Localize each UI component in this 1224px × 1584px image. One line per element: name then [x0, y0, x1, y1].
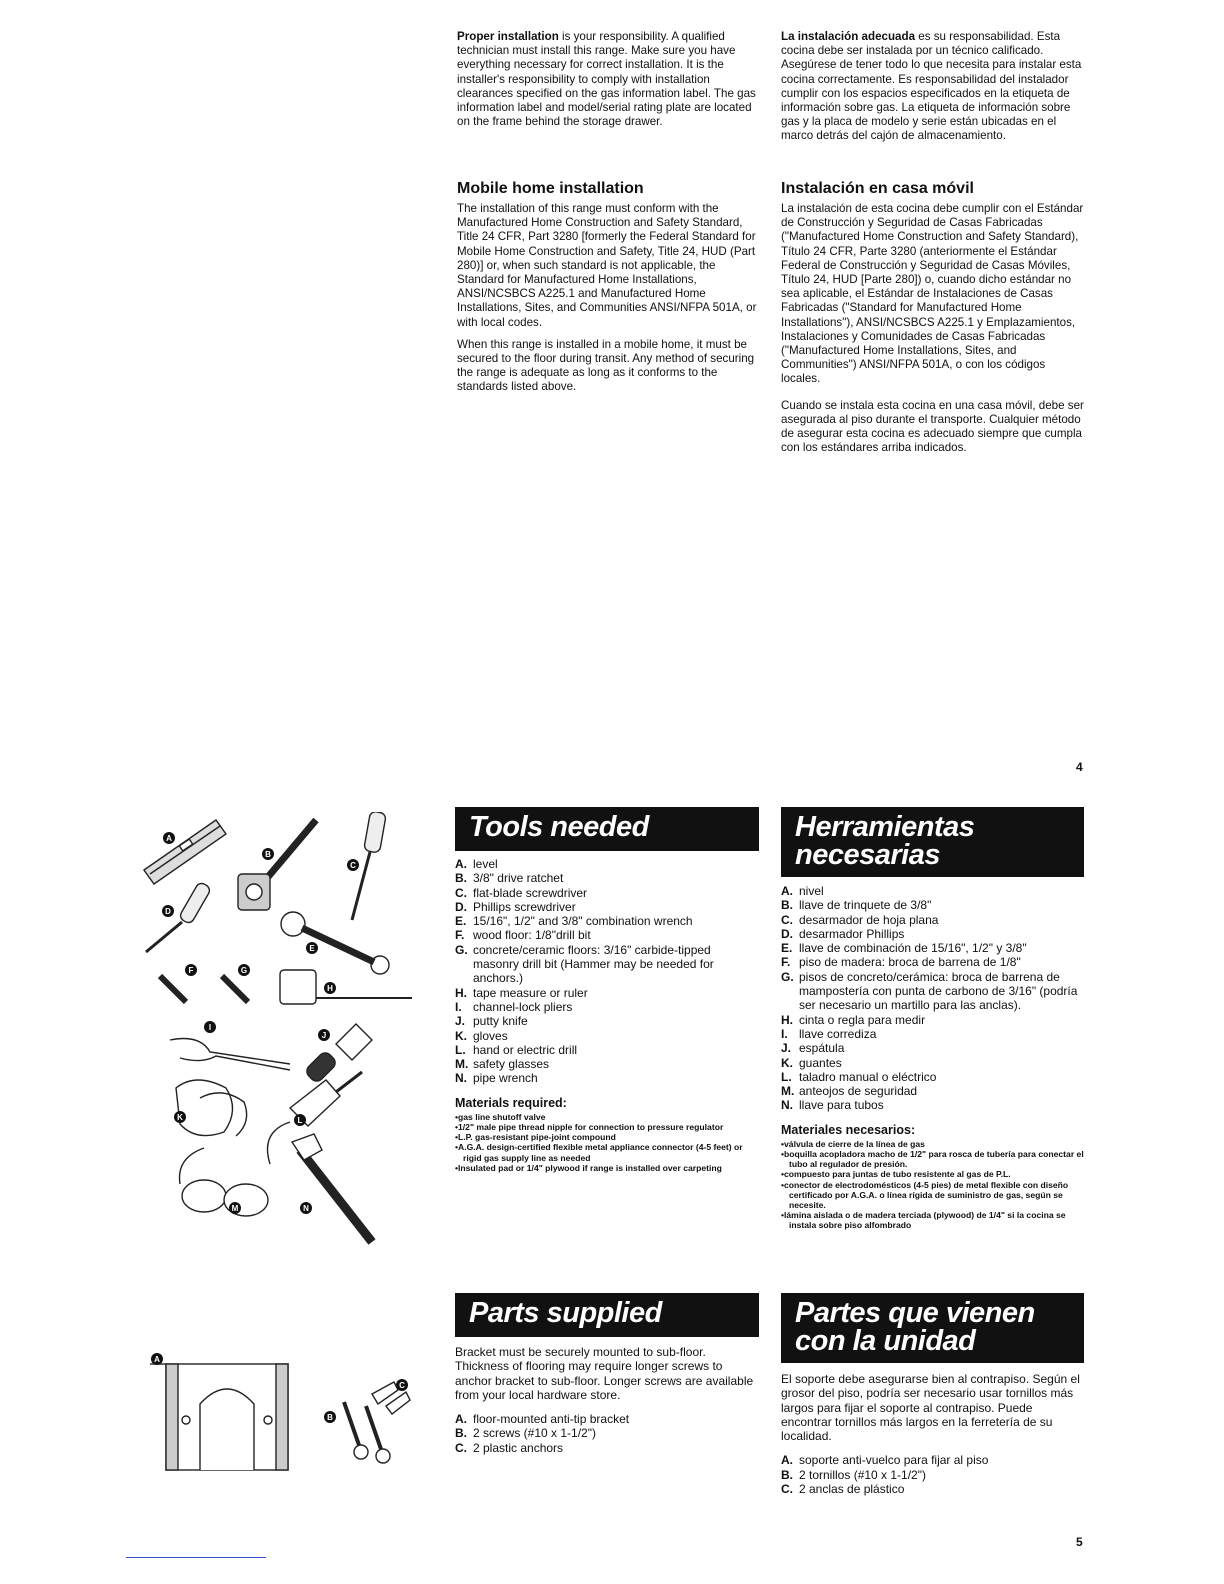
- mobile-en-heading: Mobile home installation: [457, 180, 644, 197]
- installation-en-section: [457, 30, 759, 137]
- list-item: C. flat-blade screwdriver: [455, 885, 588, 900]
- mobile-es-p2: Cuando se instala esta cocina en una casa móvil, debe ser asegurada al piso durante el transporte. Cualquier método de asegurar esta cocina es adecuado siempre que cumpla con los estándares arriba indicados.: [781, 398, 1084, 455]
- list-item: I. llave corrediza: [781, 1026, 877, 1041]
- pliers-icon: [170, 1039, 290, 1071]
- materials-en-heading: Materials required:: [455, 1095, 567, 1110]
- installation-en-lead: Proper installation: [457, 30, 559, 43]
- parts-en-section: [455, 1293, 759, 1455]
- list-item: C. desarmador de hoja plana: [781, 912, 939, 927]
- list-item: F. piso de madera: broca de barrena de 1/8": [781, 955, 1021, 970]
- list-item: • A.G.A. design-certified flexible metal appliance connector (4-5 feet) or rigid gas supply line as needed: [455, 1142, 759, 1162]
- mobile-es-section: [781, 179, 1086, 463]
- list-item: D. desarmador Phillips: [781, 926, 905, 941]
- list-item: N. llave para tubos: [781, 1098, 884, 1113]
- list-item: L. taladro manual o eléctrico: [781, 1069, 937, 1084]
- installation-en-paragraph: [457, 30, 759, 129]
- svg-text:N: N: [303, 1204, 309, 1213]
- tools-en-list: [455, 857, 759, 1086]
- list-item: A. floor-mounted anti-tip bracket: [455, 1412, 630, 1427]
- parts-es-section: [781, 1293, 1084, 1496]
- svg-text:H: H: [327, 984, 333, 993]
- level-icon: [144, 820, 226, 884]
- list-item: E. llave de combinación de 15/16", 1/2" y 3/8": [781, 941, 1027, 956]
- svg-text:A: A: [166, 834, 172, 843]
- list-item: M. anteojos de seguridad: [781, 1084, 918, 1099]
- list-item: C. 2 anclas de plástico: [781, 1482, 905, 1497]
- gloves-icon: [176, 1080, 247, 1136]
- list-item: H. tape measure or ruler: [455, 985, 588, 1000]
- installation-es-text: es su responsabilidad. Esta cocina debe ser instalada por un técnico calificado. Asegúrese de tener todo lo que necesita para instalar esta cocina correctamente. Es responsabilidad del instalador cumplir con los espacios especificados en la etiqueta de información sobre gas. La etiqueta de información sobre gas y la placa de modelo y serie están ubicadas en el marco detrás del cajón de almacenamiento.: [781, 30, 1082, 143]
- list-item: • gas line shutoff valve: [455, 1112, 759, 1122]
- parts-illustration: [148, 1352, 418, 1476]
- installation-es-lead: La instalación adecuada: [781, 30, 916, 43]
- tools-en-section: [455, 807, 759, 1173]
- list-item: • válvula de cierre de la línea de gas: [781, 1139, 1084, 1149]
- combination-wrench-icon: [281, 912, 389, 974]
- list-item: • L.P. gas-resistant pipe-joint compound: [455, 1132, 759, 1142]
- installation-en-text: is your responsibility. A qualified technician must install this range. Make sure you have everything necessary for correct installation. It is the installer's responsibility to comply with installation clearances specified on the gas information label. The gas information label and model/serial rating plate are located on the frame behind the storage drawer.: [457, 30, 756, 129]
- svg-text:C: C: [399, 1381, 405, 1390]
- list-item: A. nivel: [781, 884, 824, 898]
- materials-en-list: [455, 1112, 759, 1173]
- tools-en-title: Tools needed: [455, 807, 759, 851]
- list-item: K. gloves: [455, 1028, 508, 1043]
- installation-es-paragraph: [781, 30, 1086, 144]
- putty-knife-icon: [304, 1024, 372, 1084]
- list-item: F. wood floor: 1/8"drill bit: [455, 928, 591, 943]
- list-item: C. 2 plastic anchors: [455, 1440, 564, 1455]
- tape-measure-icon: [280, 970, 412, 1004]
- ratchet-icon: [238, 820, 316, 910]
- svg-text:C: C: [350, 861, 356, 870]
- tools-es-title: Herramientas necesarias: [781, 807, 1084, 877]
- installation-es-section: [781, 30, 1086, 152]
- mobile-en-section: [457, 179, 759, 403]
- list-item: • Insulated pad or 1/4" plywood if range is installed over carpeting: [455, 1163, 759, 1173]
- screw-icon: [344, 1402, 390, 1463]
- list-item: • conector de electrodomésticos (4-5 pies) de metal flexible con diseño certificado por A.G.A. o línea rígida de suministro de gas, según se necesite.: [781, 1180, 1084, 1211]
- list-item: J. espátula: [781, 1041, 845, 1056]
- safety-glasses-icon: [180, 1148, 269, 1216]
- tools-illustration: [140, 812, 440, 1252]
- list-item: J. putty knife: [455, 1014, 528, 1029]
- page-number-5: 5: [1076, 1535, 1083, 1549]
- mobile-en-p1: The installation of this range must conform with the Manufactured Home Construction and Safety Standard, Title 24 CFR, Part 3280 [formerly the Federal Standard for Mobile Home Construction and Safety, Title 24, HUD (Part 280)] or, when such standard is not applicable, the Standard for Manufactured Home Installations, ANSI/NCSBCS A225.1 and Manufactured Home Installations, Sites, and Communities ANSI/NFPA 501A, or with local codes.: [457, 202, 757, 329]
- list-item: I. channel-lock pliers: [455, 999, 573, 1014]
- mobile-en-p2: When this range is installed in a mobile home, it must be secured to the floor during transit. Any method of securing the range is adequate as long as it conforms to the standards listed above.: [457, 337, 755, 394]
- phillips-screwdriver-icon: [146, 881, 212, 952]
- drill-bit-icon: [160, 976, 248, 1002]
- materials-es-heading: Materiales necesarios:: [781, 1122, 916, 1137]
- parts-en-text: Bracket must be securely mounted to sub-floor. Thickness of flooring may require longer screws to anchor bracket to sub-floor. Longer screws are available from your local hardware store.: [455, 1345, 754, 1402]
- svg-text:I: I: [208, 1023, 212, 1032]
- list-item: M. safety glasses: [455, 1057, 550, 1072]
- list-item: A. soporte anti-vuelco para fijar al piso: [781, 1453, 989, 1468]
- parts-es-text: El soporte debe asegurarse bien al contrapiso. Según el grosor del piso, podría ser necesario usar tornillos más largos para fijar el soporte al contrapiso. Puede encontrar tornillos más largos en la ferretería de su localidad.: [781, 1372, 1080, 1444]
- footer-rule: [126, 1557, 266, 1558]
- list-item: G. concrete/ceramic floors: 3/16" carbide-tipped masonry drill bit (Hammer may be needed for anchors.): [455, 942, 714, 986]
- list-item: L. hand or electric drill: [455, 1042, 578, 1057]
- list-item: K. guantes: [781, 1055, 842, 1070]
- svg-text:J: J: [321, 1031, 327, 1040]
- list-item: B. 2 screws (#10 x 1-1/2"): [455, 1426, 596, 1441]
- list-item: G. pisos de concreto/cerámica: broca de barrena de mampostería con punta de carbono de 3/16" (podría ser necesario un martillo para las anclas).: [781, 969, 1078, 1013]
- list-item: A. level: [455, 857, 498, 871]
- list-item: B. llave de trinquete de 3/8": [781, 898, 932, 913]
- tools-es-list: [781, 884, 1084, 1113]
- list-item: D. Phillips screwdriver: [455, 899, 576, 914]
- svg-text:E: E: [309, 944, 315, 953]
- svg-text:M: M: [231, 1204, 239, 1213]
- parts-es-list: [781, 1453, 1084, 1496]
- list-item: • 1/2" male pipe thread nipple for connection to pressure regulator: [455, 1122, 759, 1132]
- page-number-4: 4: [1076, 760, 1083, 774]
- list-item: E. 15/16", 1/2" and 3/8" combination wrench: [455, 914, 693, 929]
- svg-text:B: B: [327, 1413, 333, 1422]
- list-item: B. 3/8" drive ratchet: [455, 871, 564, 886]
- list-item: N. pipe wrench: [455, 1071, 538, 1086]
- parts-en-list: [455, 1412, 759, 1455]
- pipe-wrench-icon: [292, 1134, 372, 1242]
- svg-text:B: B: [265, 850, 271, 859]
- svg-text:A: A: [154, 1355, 160, 1364]
- svg-text:F: F: [188, 966, 194, 975]
- list-item: • boquilla acopladora macho de 1/2" para rosca de tubería para conectar el tubo al regulador de presión.: [781, 1149, 1084, 1169]
- parts-en-title: Parts supplied: [455, 1293, 759, 1337]
- parts-es-title: Partes que vienen con la unidad: [781, 1293, 1084, 1363]
- anti-tip-bracket-icon: [150, 1364, 288, 1470]
- list-item: H. cinta o regla para medir: [781, 1012, 926, 1027]
- mobile-es-p1: La instalación de esta cocina debe cumplir con el Estándar de Construcción y Seguridad de Casas Fabricadas ("Manufactured Home Construction and Safety Standard), Título 24 CFR, Parte 3280 (anteriormente el Estándar Federal de Construcción y Seguridad de Casas Móviles, Título 24, HUD [Parte 280]) o, cuando dicho estándar no sea aplicable, el Estándar de Instalaciones de Casas Fabricadas ("Standard for Manufactured Home Installations"), ANSI/NCSBCS A225.1 y Emplazamientos, Instalaciones y Comunidades de Casas Fabricadas ("Manufactured Home Installations, Sites, and Communities") ANSI/NFPA 501A, o con los códigos locales.: [781, 202, 1084, 386]
- svg-text:D: D: [165, 907, 171, 916]
- list-item: • lámina aislada o de madera terciada (plywood) de 1/4" si la cocina se instala sobre piso alfombrado: [781, 1210, 1084, 1230]
- mobile-es-heading: Instalación en casa móvil: [781, 180, 974, 197]
- list-item: • compuesto para juntas de tubo resistente al gas de P.L.: [781, 1169, 1084, 1179]
- tools-es-section: [781, 807, 1084, 1231]
- svg-text:K: K: [177, 1113, 183, 1122]
- list-item: B. 2 tornillos (#10 x 1-1/2"): [781, 1467, 926, 1482]
- svg-text:G: G: [240, 966, 248, 975]
- svg-text:L: L: [297, 1116, 303, 1125]
- materials-es-list: [781, 1139, 1084, 1231]
